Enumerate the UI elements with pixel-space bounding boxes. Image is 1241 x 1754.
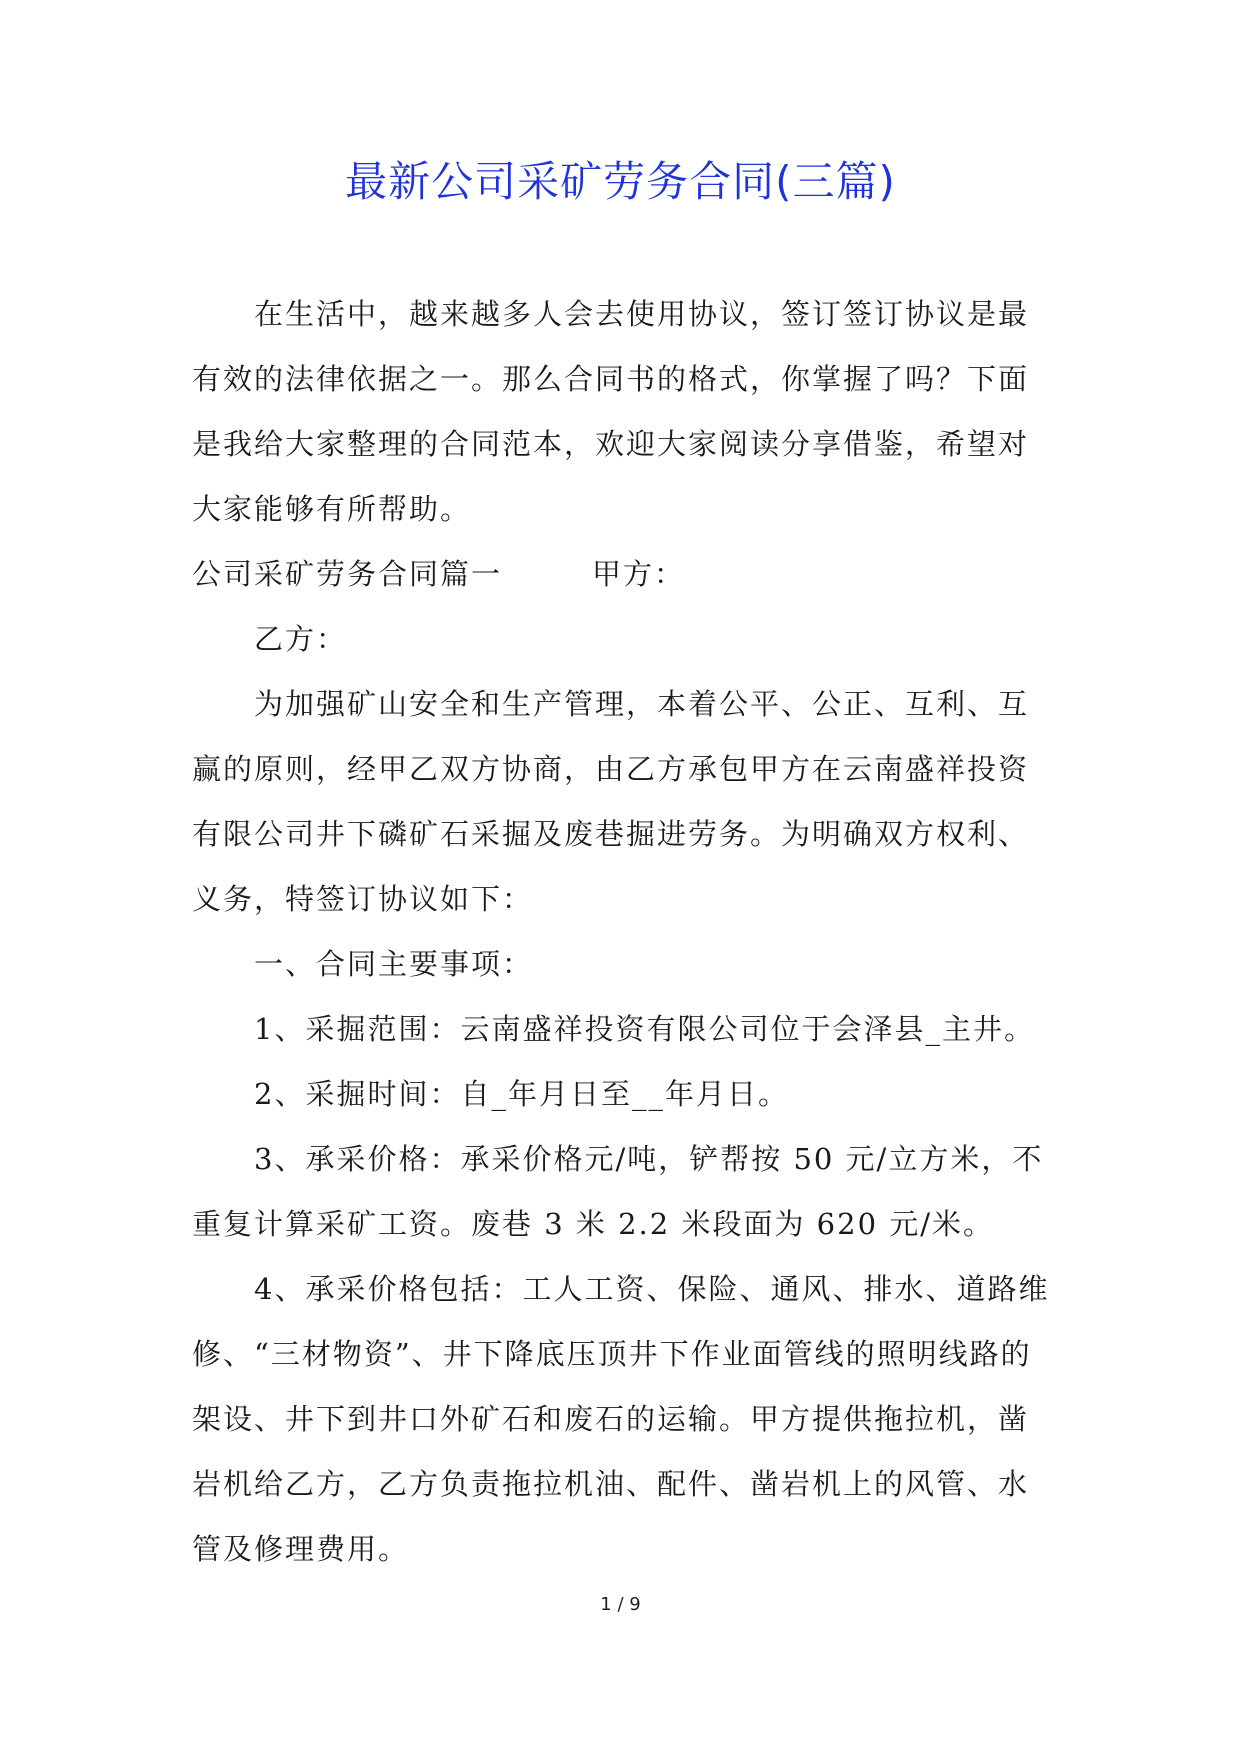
section-heading-line [192,542,1052,607]
section-heading: 公司采矿劳务合同篇一 [192,557,503,591]
clause-item: 4、承采价格包括：工人工资、保险、通风、排水、道路维修、“三材物资”、井下降底压顶井下作业面管线的照明线路的架设、井下到井口外矿石和废石的运输。甲方提供拖拉机，凿岩机给乙方，乙方负责拖拉机油、配件、凿岩机上的风管、水管及修理费用。 [192,1272,1050,1566]
party-b-label: 乙方： [254,622,348,656]
party-a-label: 甲方： [592,557,686,591]
clause-item: 1、采掘范围：云南盛祥投资有限公司位于会泽县_主井。 [254,1012,1035,1046]
clause-heading: 一、合同主要事项： [254,947,534,981]
clause-item: 2、采掘时间：自_年月日至__年月日。 [254,1077,789,1111]
document-title: 最新公司采矿劳务合同(三篇) [345,157,896,206]
page-number: 1 / 9 [600,1594,641,1615]
clause-item: 3、承采价格：承采价格元/吨，铲帮按 50 元/立方米，不重复计算采矿工资。废巷 3 米 2.2 米段面为 620 元/米。 [192,1142,1044,1241]
preamble-paragraph: 为加强矿山安全和生产管理，本着公平、公正、互利、互赢的原则，经甲乙双方协商，由乙方承包甲方在云南盛祥投资有限公司井下磷矿石采掘及废巷掘进劳务。为明确双方权利、义务，特签订协议如下： [192,687,1030,916]
intro-paragraph: 在生活中，越来越多人会去使用协议，签订签订协议是最有效的法律依据之一。那么合同书的格式，你掌握了吗？下面是我给大家整理的合同范本，欢迎大家阅读分享借鉴，希望对大家能够有所帮助。 [192,297,1030,526]
document-body [192,282,1052,1582]
